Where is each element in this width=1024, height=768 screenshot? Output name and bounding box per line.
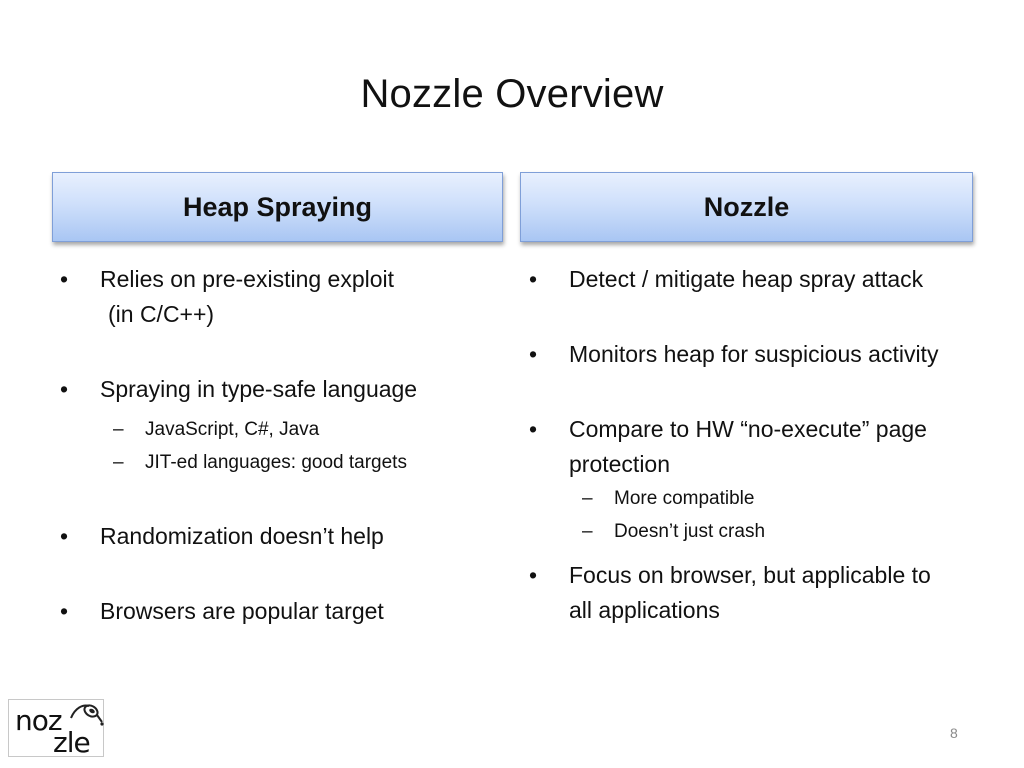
bullet-text: Monitors heap for suspicious activity <box>569 341 939 367</box>
bullet-text: Browsers are popular target <box>100 598 384 624</box>
bullet-text: Spraying in type-safe language <box>100 376 418 402</box>
sub-bullet-item <box>529 515 1009 548</box>
bullet-icon: • <box>529 266 538 292</box>
bullet-icon: • <box>60 376 69 402</box>
left-column <box>60 262 500 629</box>
bullet-item <box>529 262 1009 297</box>
bullet-text: Randomization doesn’t help <box>100 523 384 549</box>
sub-bullet-item <box>60 413 500 446</box>
bullet-icon: • <box>60 598 69 624</box>
bullet-item <box>60 262 500 332</box>
sub-bullet-text: More compatible <box>614 488 755 509</box>
bullet-item <box>529 558 1009 628</box>
sub-bullet-text: JIT-ed languages: good targets <box>145 452 407 473</box>
dash-icon: – <box>113 452 124 473</box>
bullet-item <box>529 412 1009 482</box>
bullet-item <box>60 594 500 629</box>
bullet-text-continued: all applications <box>569 597 720 623</box>
logo-text-part1: noz <box>15 704 62 737</box>
bullet-icon: • <box>60 523 69 549</box>
bullet-text: Detect / mitigate heap spray attack <box>569 266 924 292</box>
sub-bullet-item <box>529 482 1009 515</box>
nozzle-sprayer-icon <box>69 700 105 732</box>
dash-icon: – <box>582 521 593 542</box>
slide-title: Nozzle Overview <box>360 72 664 116</box>
nozzle-header: Nozzle <box>520 172 973 242</box>
bullet-icon: • <box>529 341 538 367</box>
bullet-icon: • <box>60 266 69 292</box>
nozzle-logo <box>8 699 104 757</box>
bullet-text-continued: protection <box>569 451 671 477</box>
bullet-text: Focus on browser, but applicable to <box>569 562 931 588</box>
bullet-text: Compare to HW “no-execute” page <box>569 416 927 442</box>
sub-bullet-text: JavaScript, C#, Java <box>145 419 320 440</box>
bullet-text: Relies on pre-existing exploit <box>100 266 395 292</box>
bullet-text-continued: (in C/C++) <box>108 301 215 327</box>
sub-bullet-text: Doesn’t just crash <box>614 521 766 542</box>
sub-bullet-item <box>60 446 500 479</box>
page-number: 8 <box>950 725 958 741</box>
bullet-item <box>60 519 500 554</box>
dash-icon: – <box>113 419 124 440</box>
logo-text-part2: zle <box>53 726 90 759</box>
bullet-item <box>529 337 1009 372</box>
bullet-item <box>60 372 500 407</box>
bullet-icon: • <box>529 416 538 442</box>
right-column <box>529 262 1009 628</box>
bullet-icon: • <box>529 562 538 588</box>
heap-spraying-header: Heap Spraying <box>52 172 503 242</box>
dash-icon: – <box>582 488 593 509</box>
